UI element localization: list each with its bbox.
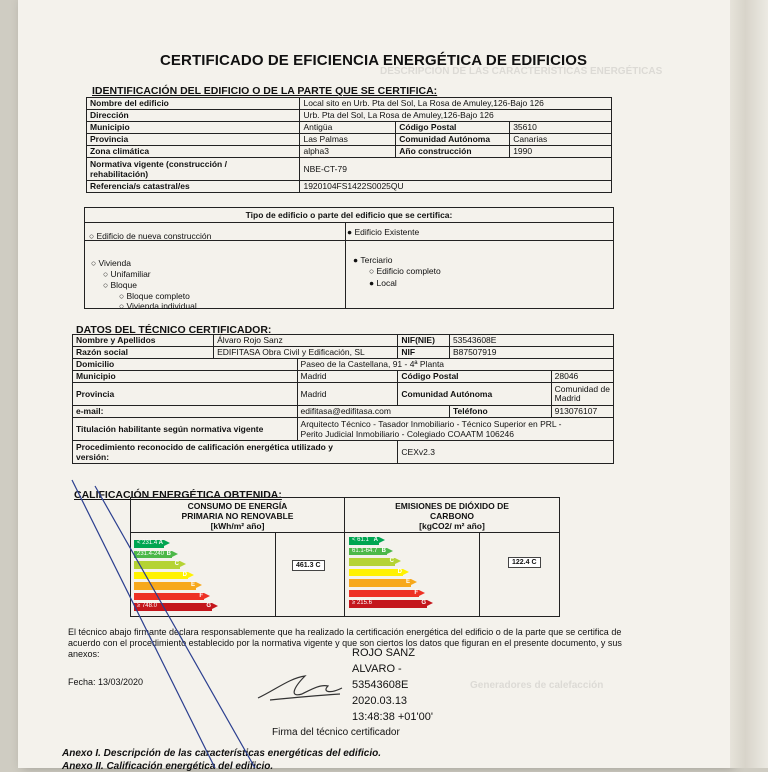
tec-nif2-value: B87507919 bbox=[449, 347, 613, 359]
consumo-scale-band-a: < 231.4 bbox=[137, 540, 158, 546]
emisiones-scale-letter-b: B bbox=[381, 547, 386, 554]
normativa-label-line2: rehabilitación) bbox=[90, 169, 149, 179]
consumo-title-1: CONSUMO DE ENERGÍA bbox=[187, 501, 288, 511]
normativa-label-line1: Normativa vigente (construcción / bbox=[90, 159, 227, 169]
tec-cp-value: 28046 bbox=[551, 371, 613, 383]
sig-line-3: 53543608E bbox=[352, 679, 409, 691]
tec-razon-label: Razón social bbox=[73, 347, 214, 359]
consumo-scale-band-b: 231.4-240 bbox=[137, 550, 165, 557]
tec-nif-label: NIF(NIE) bbox=[398, 335, 450, 347]
consumo-title-3: [kWh/m² año] bbox=[210, 521, 265, 531]
tec-ca-label: Comunidad Autónoma bbox=[398, 383, 551, 406]
calificacion-heading: CALIFICACIÓN ENERGÉTICA OBTENIDA: bbox=[74, 489, 282, 501]
provincia-label: Provincia bbox=[87, 134, 300, 146]
declaracion-text: El técnico abajo firmante declara responsablemente que ha realizado la certificación energética del edificio o de la parte que se certifica de acuerdo con el procedimiento establecido por la normativa vigente y que son ciertos los datos que figuran en el presente documento, y sus anexos: bbox=[68, 627, 622, 659]
zona-label: Zona climática bbox=[87, 146, 300, 158]
identification-heading: IDENTIFICACIÓN DEL EDIFICIO O DE LA PARTE QUE SE CERTIFICA: bbox=[92, 85, 438, 97]
consumo-title-2: PRIMARIA NO RENOVABLE bbox=[181, 511, 294, 521]
document-title: CERTIFICADO DE EFICIENCIA ENERGÉTICA DE EDIFICIOS bbox=[160, 52, 588, 69]
municipio-label: Municipio bbox=[87, 122, 300, 134]
tec-ca-value-line2: Madrid bbox=[554, 393, 581, 403]
sig-line-4: 2020.03.13 bbox=[352, 695, 408, 707]
anexo-1: Anexo I. Descripción de las características energéticas del edificio. bbox=[62, 748, 382, 759]
sig-line-1: ROJO SANZ bbox=[352, 647, 415, 659]
fecha: Fecha: 13/03/2020 bbox=[68, 677, 144, 687]
option-local: ● Local bbox=[369, 278, 397, 288]
consumo-scale-letter-c: C bbox=[174, 561, 179, 567]
anio-label: Año construcción bbox=[396, 146, 510, 158]
tec-nif-value: 53543608E bbox=[449, 335, 613, 347]
tec-titulacion-line1: Arquitecto Técnico - Tasador Inmobiliario - Técnico Superior en PRL - bbox=[300, 419, 562, 429]
emisiones-scale-letter-f: F bbox=[414, 589, 418, 596]
tec-proc-label-line2: versión: bbox=[76, 452, 110, 462]
consumo-scale-letter-a: A bbox=[158, 540, 163, 546]
option-existente: ● Edificio Existente bbox=[347, 227, 420, 237]
emisiones-scale-letter-e: E bbox=[405, 579, 410, 585]
option-nueva: ○ Edificio de nueva construcción bbox=[89, 231, 212, 241]
direccion-label: Dirección bbox=[87, 110, 300, 122]
tec-ca-value-line1: Comunidad de bbox=[554, 384, 610, 394]
direccion-value: Urb. Pta del Sol, La Rosa de Amuley,126-Bajo 126 bbox=[300, 110, 612, 122]
option-vivienda: ○ Vivienda bbox=[91, 258, 131, 268]
tec-municipio-value: Madrid bbox=[297, 371, 398, 383]
consumo-scale-letter-f: F bbox=[199, 592, 203, 599]
tec-provincia-label: Provincia bbox=[73, 383, 298, 406]
tipo-heading: Tipo de edificio o parte del edificio que se certifica: bbox=[85, 208, 613, 223]
emisiones-scale-letter-a: A bbox=[373, 537, 378, 543]
option-terciario: ● Terciario bbox=[353, 255, 393, 265]
tec-email-label: e-mail: bbox=[73, 406, 298, 418]
emisiones-title-2: CARBONO bbox=[430, 511, 474, 521]
sig-line-5: 13:48:38 +01'00' bbox=[352, 711, 433, 723]
firma-label: Firma del técnico certificador bbox=[272, 727, 400, 738]
emisiones-scale-band-b: 61.1-64.7 bbox=[352, 547, 378, 554]
tec-provincia-value: Madrid bbox=[297, 383, 398, 406]
emisiones-scale-letter-c: C bbox=[389, 558, 394, 564]
show-through-text: DESCRIPCIÓN DE LAS CARACTERÍSTICAS ENERGÉTICAS bbox=[380, 66, 663, 77]
provincia-value: Las Palmas bbox=[300, 134, 396, 146]
tec-cp-label: Código Postal bbox=[398, 371, 551, 383]
sig-line-2: ALVARO - bbox=[352, 663, 402, 675]
cp-label: Código Postal bbox=[396, 122, 510, 134]
consumo-value: 461.3 C bbox=[292, 560, 325, 571]
ca-value: Canarias bbox=[510, 134, 612, 146]
normativa-value: NBE-CT-79 bbox=[300, 158, 612, 181]
tec-tel-label: Teléfono bbox=[449, 406, 551, 418]
tec-nombre-value: Álvaro Rojo Sanz bbox=[214, 335, 398, 347]
tec-razon-value: EDIFITASA Obra Civil y Edificación, SL bbox=[214, 347, 398, 359]
tecnico-heading: DATOS DEL TÉCNICO CERTIFICADOR: bbox=[76, 324, 272, 336]
ref-label: Referencia/s catastral/es bbox=[87, 181, 300, 193]
tec-titulacion-line2: Perito Judicial Inmobiliario - Colegiado COAATM 106246 bbox=[300, 429, 514, 439]
option-bloque-completo: ○ Bloque completo bbox=[119, 291, 190, 301]
consumo-scale-letter-g: G bbox=[206, 603, 211, 609]
tec-proc-value: CEXv2.3 bbox=[398, 441, 614, 464]
tec-domicilio-value: Paseo de la Castellana, 91 - 4ª Planta bbox=[297, 359, 613, 371]
emisiones-scale-letter-g: G bbox=[421, 600, 426, 606]
emisiones-title-1: EMISIONES DE DIÓXIDO DE bbox=[395, 501, 509, 511]
tec-titulacion-label: Titulación habilitante según normativa vigente bbox=[73, 418, 298, 441]
show-through-text-2: Generadores de calefacción bbox=[470, 680, 604, 691]
anio-value: 1990 bbox=[510, 146, 612, 158]
consumo-scale-letter-d: D bbox=[182, 571, 187, 578]
tec-tel-value: 913076107 bbox=[551, 406, 613, 418]
emisiones-scale-band-a: < 61.1 bbox=[352, 537, 369, 543]
consumo-scale-band-g: ≥ 748.0 bbox=[137, 603, 157, 609]
tec-proc-label-line1: Procedimiento reconocido de calificación energética utilizado y bbox=[76, 442, 333, 452]
cp-value: 35610 bbox=[510, 122, 612, 134]
consumo-scale-letter-b: B bbox=[166, 550, 171, 557]
anexo-2: Anexo II. Calificación energética del edificio. bbox=[62, 761, 274, 772]
consumo-scale-letter-e: E bbox=[190, 582, 195, 588]
tec-domicilio-label: Domicilio bbox=[73, 359, 298, 371]
emisiones-scale-letter-d: D bbox=[397, 568, 402, 575]
municipio-value: Antigüa bbox=[300, 122, 396, 134]
tec-nombre-label: Nombre y Apellidos bbox=[73, 335, 214, 347]
option-unifamiliar: ○ Unifamiliar bbox=[103, 269, 151, 279]
zona-value: alpha3 bbox=[300, 146, 396, 158]
option-vivienda-individual: ○ Vivienda individual bbox=[119, 301, 197, 311]
tec-municipio-label: Municipio bbox=[73, 371, 298, 383]
ref-value: 1920104FS1422S0025QU bbox=[300, 181, 612, 193]
emisiones-scale-band-g: ≥ 215.6 bbox=[352, 600, 372, 606]
nombre-value: Local sito en Urb. Pta del Sol, La Rosa de Amuley,126-Bajo 126 bbox=[300, 98, 612, 110]
emisiones-title-3: [kgCO2/ m² año] bbox=[419, 521, 485, 531]
option-bloque: ○ Bloque bbox=[103, 280, 137, 290]
ca-label: Comunidad Autónoma bbox=[396, 134, 510, 146]
tec-email-value: edifitasa@edifitasa.com bbox=[297, 406, 449, 418]
tec-nif2-label: NIF bbox=[398, 347, 450, 359]
option-edificio-completo: ○ Edificio completo bbox=[369, 266, 441, 276]
emisiones-value: 122.4 C bbox=[508, 557, 541, 568]
nombre-label: Nombre del edificio bbox=[87, 98, 300, 110]
